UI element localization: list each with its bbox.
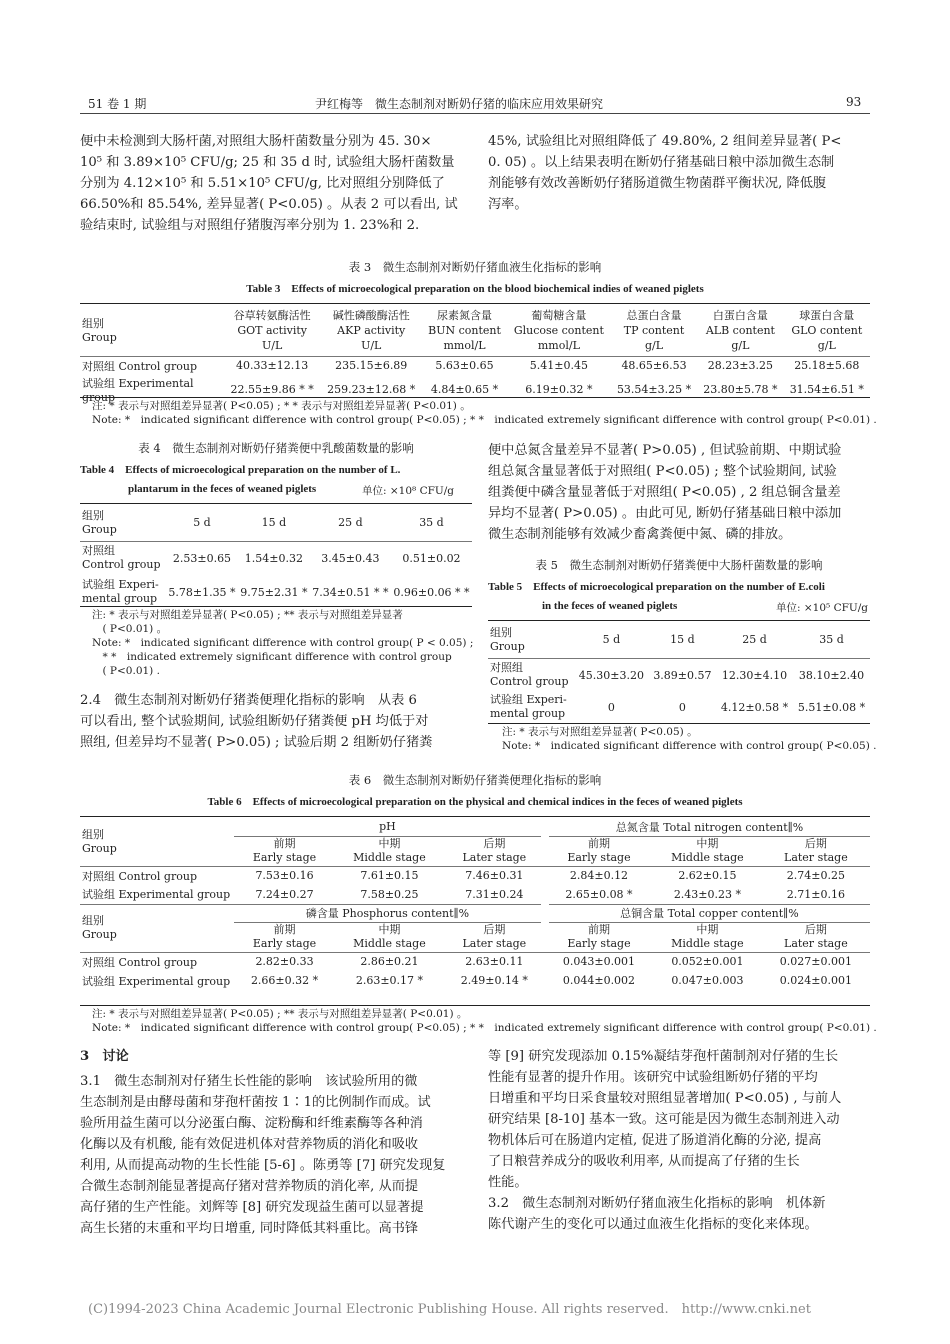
table-row: 对照组 Control group 2.53±0.65 1.54±0.32 3.45±0.43 0.51±0.02 [82, 544, 461, 572]
text-line: 性能。 [488, 1175, 528, 1190]
table5-top-rule [488, 620, 870, 621]
text-line: 0. 05) 。以上结果表明在断奶仔猪基础日粮中添加微生态制 [488, 155, 835, 170]
text-line: 3.1 微生态制剂对仔猪生长性能的影响 该试验所用的微 [80, 1074, 418, 1089]
table6-note-zh: 注: * 表示与对照组差异显著( P<0.05) ; ** 表示与对照组差异显著( P<0.01) 。 [92, 1008, 468, 1020]
text-line: 分别为 4.12×10⁵ 和 5.51×10⁵ CFU/g, 比对照组分别降低了 [80, 176, 445, 191]
discussion-left [80, 1071, 472, 1239]
table3-group-header: 组别 Group [82, 316, 117, 344]
table4-caption-zh: 表 4 微生态制剂对断奶仔猪粪便中乳酸菌数量的影响 [138, 441, 414, 455]
note-line: ( P<0.01) 。 [92, 623, 168, 635]
text-line: 剂能够有效改善断奶仔猪肠道微生物菌群平衡状况, 降低腹 [488, 176, 827, 191]
table5-caption-en-2: in the feces of weaned piglets [542, 600, 678, 612]
text-line: 66.50%和 85.54%, 差异显著( P<0.05) 。从表 2 可以看出, 试 [80, 197, 458, 212]
right-column-top [488, 131, 873, 215]
table6-caption-zh: 表 6 微生态制剂对断奶仔猪粪便理化指标的影响 [348, 773, 602, 787]
table5-note-zh: 注: * 表示与对照组差异显著( P<0.05) 。 [502, 726, 698, 738]
page-number: 93 [846, 95, 862, 109]
text-line: 45%, 试验组比对照组降低了 49.80%, 2 组间差异显著( P< [488, 134, 842, 149]
text-line: 验所用益生菌可以分泌蛋白酶、淀粉酶和纤维素酶等各种消 [80, 1116, 423, 1131]
table3: 组别 Group 谷草转氨酶活性 GOT activity U/L 碱性磷酸酶活性 AKP activity U/L 尿素氮含量 BUN content mmol/L 葡萄糖含量 Glucose content mmol/L 总蛋白含量 TP content g/L 白蛋白含量 ALB content g/L 球蛋白含量 GLO content g/L 对照组 Control group 40.33±12.13 235.15±6.89 5.63±0.65 5.41±0.45 48.65±6.53 28.23±3.25 25.18±5.68 试验组 Experimental group 22.55±9.86 * * 259.23±12.68 * 4.84±0.65 * 6.19±0.32 * 53.54±3.25 * 23.80±5.78 * 31.54±6.51 * [80, 306, 870, 404]
table-row: 试验组 Experi- mental group 5.78±1.35 * 9.75±2.31 * 7.34±0.51 * * 0.96±0.06 * * [82, 578, 470, 605]
text-line: 验结束时, 试验组与对照组仔猪腹泻率分别为 1. 23%和 2. [80, 218, 420, 233]
discussion-right [488, 1046, 873, 1235]
text-line: 照组, 但差异均不显著( P>0.05) ; 试验后期 2 组断奶仔猪粪 [80, 735, 433, 750]
text-line: 2.4 微生态制剂对断奶仔猪粪便理化指标的影响 从表 6 [80, 693, 417, 708]
table-row: 试验组 Experi- mental group 0 0 4.12±0.58 * 5.51±0.08 * [490, 693, 866, 720]
table4: 组别 Group 5 d 15 d 25 d 35 d 对照组 Control group 2.53±0.65 1.54±0.32 3.45±0.43 0.51±0.02 试验组 Experi- mental group 5.78±1.35 * 9.75±2.31 * 7.34±0.51 * * 0.96±0.06 * * [80, 505, 472, 609]
table5: 组别 Group 5 d 15 d 25 d 35 d 对照组 Control group 45.30±3.20 3.89±0.57 12.30±4.10 38.10±2.40 试验组 Experi- mental group 0 0 4.12±0.58 * 5.51±0.08 * [488, 622, 870, 722]
text-line: 泻率。 [488, 197, 528, 212]
table4-note [92, 608, 472, 678]
table-row: 试验组 Experimental group 2.66±0.32 * 2.63±0.17 * 2.49±0.14 * 0.044±0.002 0.047±0.003 0.024±0.001 [82, 974, 852, 988]
text-line: 组总氮含量显著低于对照组( P<0.05) ; 整个试验期间, 试验 [488, 464, 837, 479]
table5-bottom-rule [488, 723, 870, 724]
table3-note-en: Note: * indicated significant difference with control group( P<0.05) ; * * indicated extremely significant difference with control group( P<0.01) . [92, 414, 877, 426]
running-title: 尹红梅等 微生态制剂对断奶仔猪的临床应用效果研究 [315, 97, 604, 111]
table-row: 对照组 Control group 2.82±0.33 2.86±0.21 2.63±0.11 0.043±0.001 0.052±0.001 0.027±0.001 [82, 955, 852, 969]
table5-caption-zh: 表 5 微生态制剂对断奶仔猪粪便中大肠杆菌数量的影响 [535, 558, 823, 572]
table3-top-rule [80, 303, 870, 304]
text-line: 10⁵ 和 3.89×10⁵ CFU/g; 25 和 35 d 时, 试验组大肠杆菌数量 [80, 155, 455, 170]
text-line: 异均不显著( P>0.05) 。由此可见, 断奶仔猪基础日粮中添加 [488, 506, 842, 521]
journal-volume: 51 卷 1 期 [88, 97, 147, 111]
table-row: 试验组 Experimental group 7.24±0.27 7.58±0.25 7.31±0.24 2.65±0.08 * 2.43±0.23 * 2.71±0.16 [80, 885, 870, 904]
header-rule [80, 113, 870, 114]
table3-bottom-rule [80, 397, 870, 398]
text-line: 了日粮营养成分的吸收利用率, 从而提高了仔猪的生长 [488, 1154, 800, 1169]
text-line: 便中总氮含量差异不显著( P>0.05) , 但试验前期、中期试验 [488, 443, 842, 458]
note-line: 注: * 表示与对照组差异显著( P<0.05) ; ** 表示与对照组差异显著 [92, 609, 403, 621]
text-line: 化酶以及有机酸, 能有效促进机体对营养物质的消化和吸收 [80, 1137, 419, 1152]
table5-note-en: Note: * indicated significant difference with control group( P<0.05) . [502, 740, 877, 752]
table4-caption-en-2: plantarum in the feces of weaned piglets [128, 483, 317, 495]
table3-caption-zh: 表 3 微生态制剂对断奶仔猪血液生化指标的影响 [348, 260, 602, 274]
text-line: 高生长猪的末重和平均日增重, 同时降低其料重比。高书锋 [80, 1221, 419, 1236]
table-row: 试验组 Experimental group 22.55±9.86 * * 259.23±12.68 * 4.84±0.65 * 6.19±0.32 * 53.54±3.25 * 23.80±5.78 * 31.54±6.51 * [82, 377, 864, 404]
left-column-top [80, 131, 472, 236]
discussion-heading: 3 讨论 [80, 1049, 129, 1064]
text-line: 物机体后可在肠道内定植, 促进了肠道消化酶的分泌, 提高 [488, 1133, 822, 1148]
section-2-4 [80, 690, 472, 753]
text-line: 利用, 从而提高动物的生长性能 [5-6] 。陈勇等 [7] 研究发现复 [80, 1158, 446, 1173]
text-line: 等 [9] 研究发现添加 0.15%凝结芽孢杆菌制剂对仔猪的生长 [488, 1049, 839, 1064]
table4-caption-en: Table 4 Effects of microecological preparation on the number of L. [80, 464, 401, 476]
table6-caption-en: Table 6 Effects of microecological preparation on the physical and chemical indices in the feces of weaned piglets [207, 796, 743, 808]
table-row: 对照组 Control group 45.30±3.20 3.89±0.57 12.30±4.10 38.10±2.40 [490, 661, 865, 689]
table4-bottom-rule [80, 606, 472, 607]
text-line: 微生态制剂能够有效减少畜禽粪便中氮、磷的排放。 [488, 527, 792, 542]
table3-caption-en: Table 3 Effects of microecological preparation on the blood biochemical indies of weaned piglets [246, 283, 704, 295]
note-line: * * indicated extremely significant difference with control group [92, 651, 452, 663]
text-line: 高仔猪的生产性能。刘辉等 [8] 研究发现益生菌可以显著提 [80, 1200, 424, 1215]
text-line: 3.2 微生态制剂对断奶仔猪血液生化指标的影响 机体新 [488, 1196, 826, 1211]
text-line: 陈代谢产生的变化可以通过血液生化指标的变化来体现。 [488, 1217, 818, 1232]
footer-copyright: (C)1994-2023 China Academic Journal Electronic Publishing House. All rights reserved. http://www.cnki.net [88, 1302, 811, 1317]
table6: 组别 Group pH 总氮含量 Total nitrogen content∥% 前期 Early stage 中期 Middle stage 后期 Later stage 前期 Early stage 中期 Middle stage 后期 Later stage 对照组 Control group 7.53±0.16 7.61±0.15 7.46±0.31 2.84±0.12 2.62±0.15 2.74±0.25 试验组 Experimental group 7.24±0.27 7.58±0.25 7.31±0.24 2.65±0.08 * 2.43±0.23 * 2.71±0.16 组别 Group 磷含量 Phosphorus content∥% 总铜含量 Total copper content∥% 前期 Early stage 中期 Middle stage 后期 Later stage 前期 Early stage 中期 Middle stage 后期 Later stage 对照组 Control group 2.82±0.33 2.86±0.21 2.63±0.11 0.043±0.001 0.052±0.001 0.027±0.001 试验组 Experimental group 2.66±0.32 * 2.63±0.17 * 2.49±0.14 * 0.044±0.002 0.047±0.003 0.024±0.001 [80, 818, 870, 990]
text-line: 组粪便中磷含量显著低于对照组( P<0.05) , 2 组总铜含量差 [488, 485, 841, 500]
table-row: 对照组 Control group 7.53±0.16 7.61±0.15 7.46±0.31 2.84±0.12 2.62±0.15 2.74±0.25 [82, 869, 845, 883]
table6-bottom-rule [80, 1005, 870, 1006]
text-line: 日增重和平均日采食量较对照组显著增加( P<0.05) , 与前人 [488, 1091, 842, 1106]
text-line: 生态制剂是由酵母菌和芽孢杆菌按 1∶1的比例制作而成。试 [80, 1095, 431, 1110]
table5-unit: 单位: ×10⁵ CFU/g [776, 602, 869, 614]
table6-top-rule [80, 816, 870, 817]
table4-unit: 单位: ×10⁸ CFU/g [362, 485, 455, 497]
table5-caption-en: Table 5 Effects of microecological preparation on the number of E.coli [488, 581, 825, 593]
text-line: 研究结果 [8-10] 基本一致。这可能是因为微生态制剂进入动 [488, 1112, 840, 1127]
note-line: ( P<0.01) . [92, 665, 160, 677]
table4-top-rule [80, 503, 472, 504]
table6-note-en: Note: * indicated significant difference with control group( P<0.05) ; * * indicated extremely significant difference with control group( P<0.01) . [92, 1022, 877, 1034]
text-line: 合微生态制剂能显著提高仔猪对营养物质的消化率, 从而提 [80, 1179, 419, 1194]
table3-note-zh: 注: * 表示与对照组差异显著( P<0.05) ; * * 表示与对照组差异显著( P<0.01) 。 [92, 400, 471, 412]
table-row: 对照组 Control group 40.33±12.13 235.15±6.89 5.63±0.65 5.41±0.45 48.65±6.53 28.23±3.25 25.18±5.68 [80, 356, 870, 375]
right-column-mid [488, 440, 873, 545]
text-line: 便中未检测到大肠杆菌,对照组大肠杆菌数量分别为 45. 30× [80, 134, 432, 149]
text-line: 可以看出, 整个试验期间, 试验组断奶仔猪粪便 pH 均低于对 [80, 714, 429, 729]
note-line: Note: * indicated significant difference with control group( P < 0.05) ; [92, 637, 474, 649]
text-line: 性能有显著的提升作用。该研究中试验组断奶仔猪的平均 [488, 1070, 818, 1085]
